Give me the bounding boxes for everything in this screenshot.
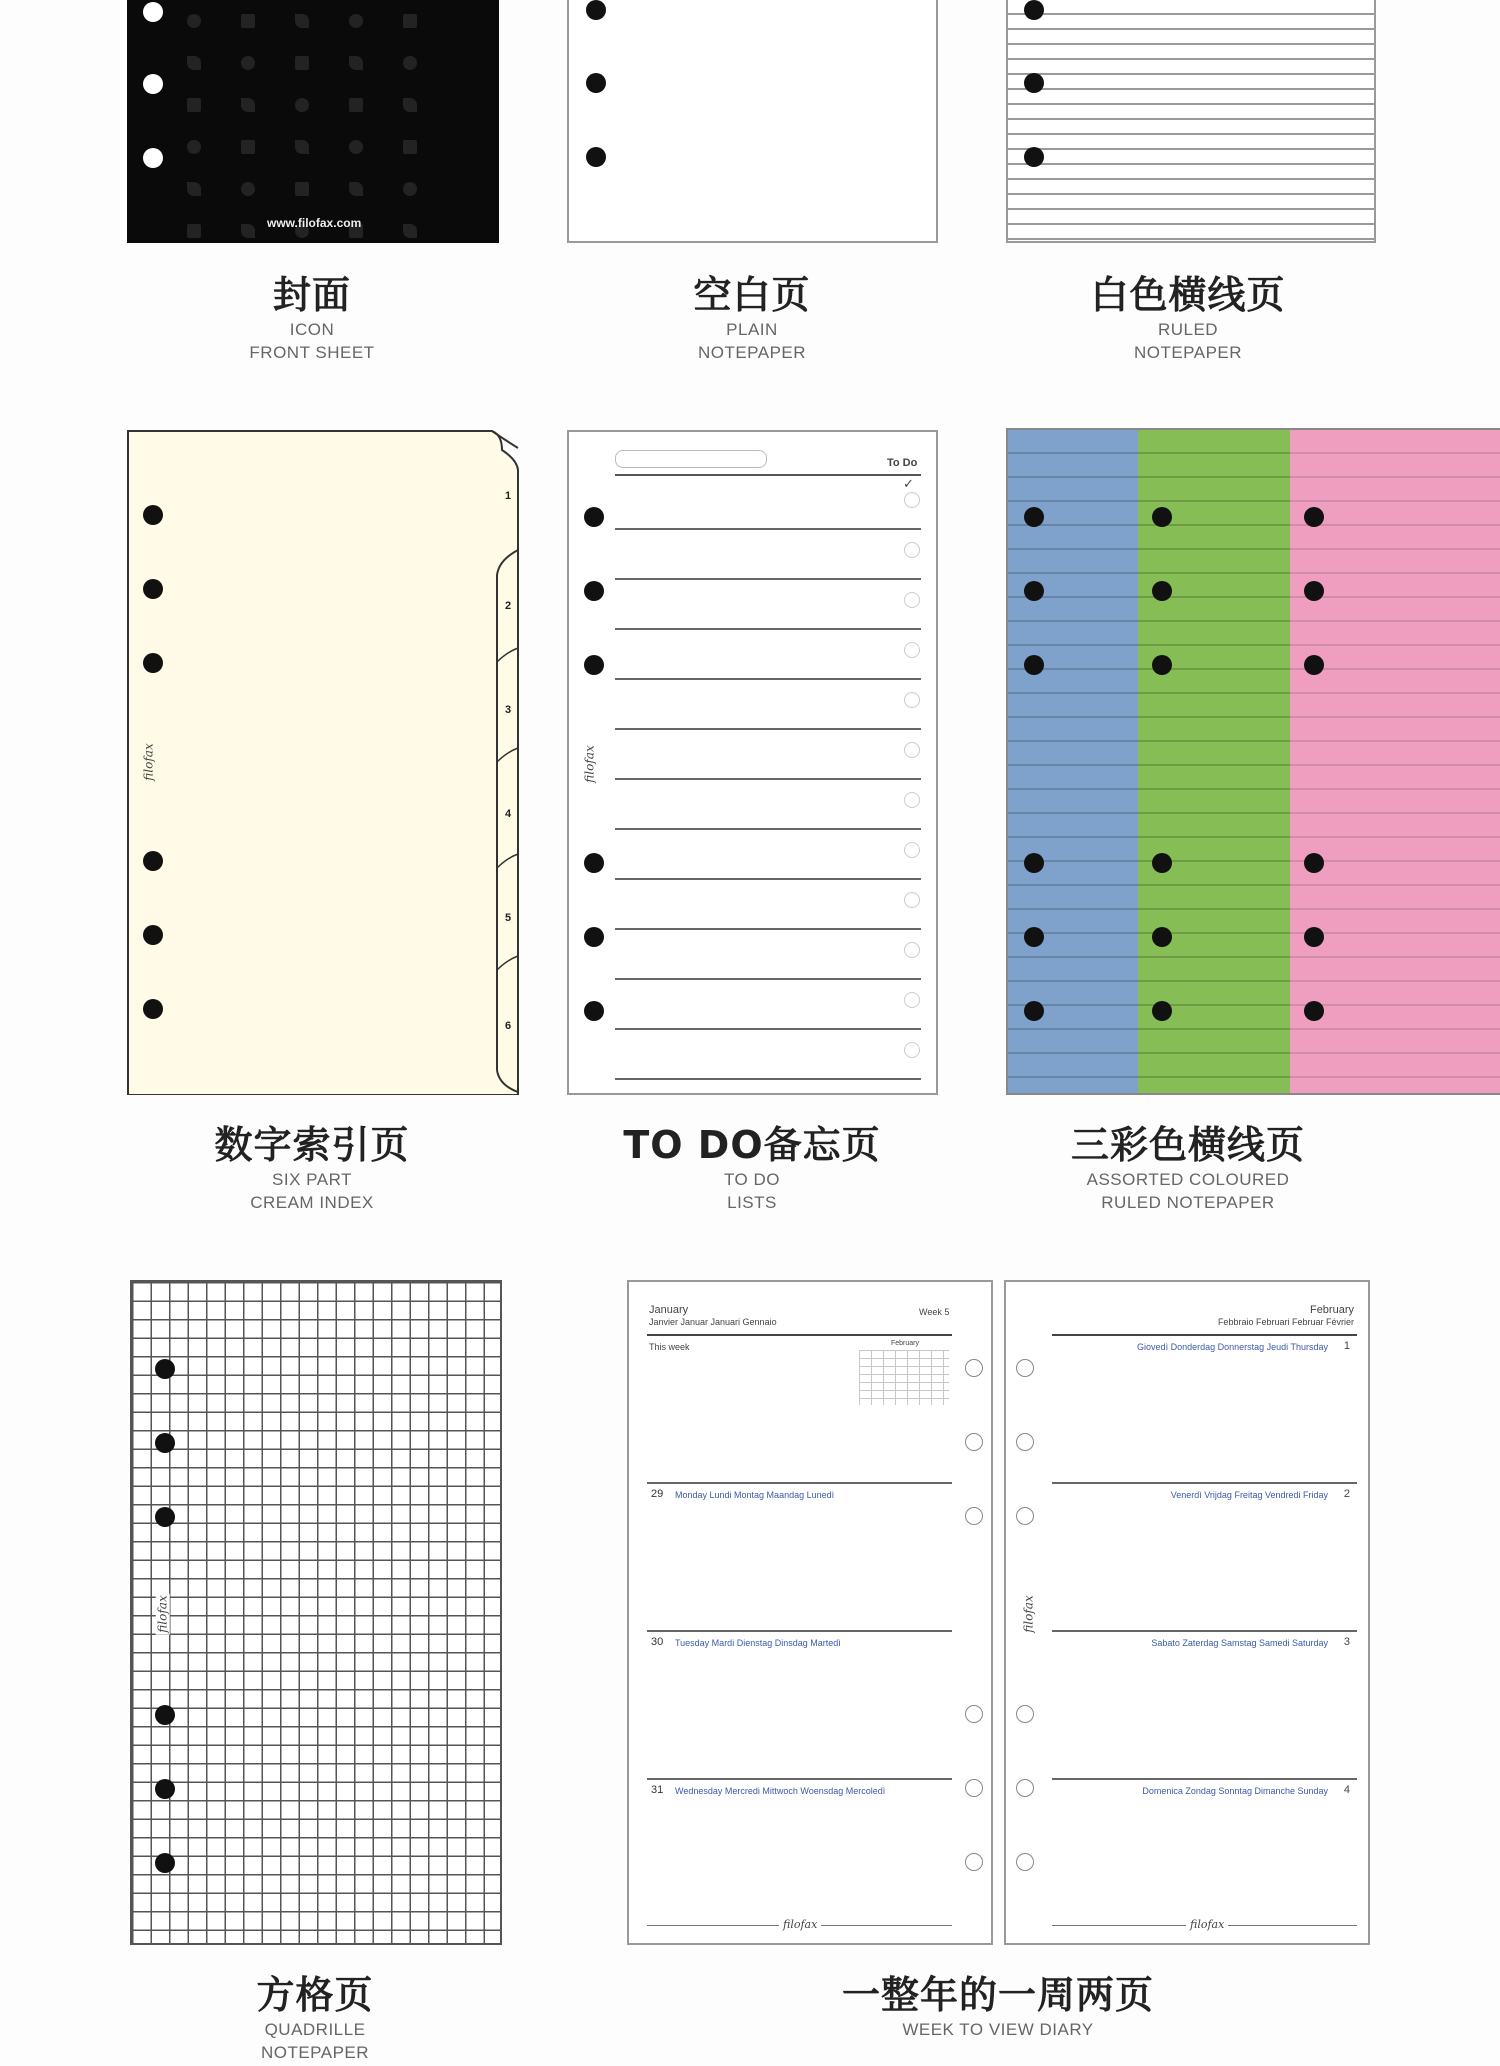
day-name: Venerdì Vrijdag Freitag Vendredi Friday [1170,1490,1328,1500]
hole [1152,581,1172,601]
hole [1024,507,1044,527]
caption-sub2: NOTEPAPER [697,343,807,362]
hole [143,925,163,945]
diary-month-langs: Febbraio Februari Februar Février [1217,1317,1354,1327]
tab-number: 4 [505,808,512,820]
hole [965,1433,983,1451]
day-number: 30 [651,1636,664,1648]
tab-number: 5 [505,912,512,924]
todo-checkbox [904,592,920,608]
green-sheet [1138,430,1292,1093]
caption-title: 封面 [272,273,351,317]
todo-list-sheet [567,430,938,1095]
hole [584,507,604,527]
brand-logo: filofax [155,1595,170,1633]
day-rule [647,1778,952,1780]
hole [965,1853,983,1871]
title-box [615,450,767,468]
pattern-glyph-icon [295,98,309,112]
day-name: Wednesday Mercredi Mittwoch Woensdag Mercoledì [675,1786,886,1796]
caption-sub1: ASSORTED COLOURED [1086,1170,1290,1189]
caption-title: 数字索引页 [214,1123,410,1167]
header-line [615,474,921,476]
hole [1024,147,1044,167]
caption-title: 方格页 [256,1973,374,2017]
hole [965,1507,983,1525]
caption-sub2: FRONT SHEET [249,343,375,362]
day-number: 1 [1343,1340,1350,1352]
hole [1016,1779,1034,1797]
tab-number: 1 [505,490,512,502]
header-rule [647,1334,952,1336]
pattern-glyph-icon [403,98,417,112]
day-rule [1052,1778,1357,1780]
tab-number: 3 [505,704,512,716]
todo-checkbox [904,692,920,708]
pattern-glyph-icon [241,224,255,238]
hole [155,1507,175,1527]
caption-icon-front-sheet [112,272,512,364]
hole [1024,1001,1044,1021]
day-number: 29 [651,1488,664,1500]
tab-number: 2 [505,600,512,612]
pattern-glyph-icon [349,140,363,154]
pattern-glyph-icon [187,14,201,28]
caption-quadrille-notepaper [115,1972,515,2064]
todo-checkbox [904,842,920,858]
hole [1152,927,1172,947]
hole [1024,853,1044,873]
caption-sub2: LISTS [727,1193,777,1212]
hole [1016,1359,1034,1377]
brand-logo: filofax [582,745,597,783]
todo-line [615,778,921,780]
todo-line [615,528,921,530]
hole [1024,655,1044,675]
day-rule [647,1630,952,1632]
caption-todo-lists [552,1122,952,1214]
todo-line [615,1078,921,1080]
pattern-glyph-icon [187,98,201,112]
day-name: Giovedì Donderdag Donnerstag Jeudi Thursday [1137,1342,1328,1352]
caption-title: 一整年的一周两页 [841,1973,1154,2017]
pattern-glyph-icon [295,14,309,28]
ruled-notepaper [1006,0,1376,243]
caption-sub2: NOTEPAPER [1133,343,1243,362]
hole [1024,0,1044,20]
pattern-glyph-icon [349,56,363,70]
coloured-ruled-notepaper [1006,428,1500,1095]
caption-sub1: SIX PART [272,1170,352,1189]
mini-calendar-month: February [891,1340,920,1347]
this-week-label: This week [649,1342,690,1352]
pattern-glyph-icon [403,14,417,28]
brand-footer: filofax [1186,1918,1228,1931]
todo-checkbox [904,542,920,558]
diary-month-langs: Janvier Januar Januari Gennaio [649,1317,777,1327]
pattern-glyph-icon [349,98,363,112]
caption-title: 白色横线页 [1090,273,1286,317]
check-mark: ✓ [903,476,914,491]
caption-cream-index [112,1122,512,1214]
todo-checkbox [904,992,920,1008]
pattern-glyph-icon [241,182,255,196]
hole [1304,853,1324,873]
todo-checkbox [904,742,920,758]
hole [1024,73,1044,93]
caption-plain-notepaper [552,272,952,364]
hole [143,579,163,599]
hole [143,505,163,525]
quadrille-notepaper [130,1280,502,1945]
todo-line [615,1028,921,1030]
caption-sub2: NOTEPAPER [260,2043,370,2062]
hole [586,73,606,93]
hole [1304,581,1324,601]
hole [155,1705,175,1725]
day-name: Tuesday Mardi Dienstag Dinsdag Martedì [675,1638,841,1648]
todo-line [615,978,921,980]
pattern-glyph-icon [295,56,309,70]
todo-checkbox [904,642,920,658]
todo-line [615,578,921,580]
hole [155,1359,175,1379]
pattern-glyph-icon [241,56,255,70]
caption-sub1: WEEK TO VIEW DIARY [902,2020,1094,2039]
day-rule [647,1482,952,1484]
hole [143,653,163,673]
pattern-glyph-icon [295,182,309,196]
hole [1304,1001,1324,1021]
caption-title: TO DO备忘页 [623,1123,881,1167]
caption-sub1: RULED [1157,320,1219,339]
pattern-glyph-icon [403,224,417,238]
header-rule [1052,1334,1357,1336]
hole [1152,507,1172,527]
hole [586,147,606,167]
brand-logo: filofax [1021,1595,1036,1633]
caption-sub2: CREAM INDEX [250,1193,374,1212]
caption-sub1: TO DO [723,1170,781,1189]
pattern-glyph-icon [241,140,255,154]
todo-checkbox [904,942,920,958]
pattern-glyph-icon [241,98,255,112]
mini-calendar [859,1350,949,1405]
diary-month: February [1309,1304,1354,1316]
diary-left-page [627,1280,993,1945]
hole [1016,1507,1034,1525]
hole [155,1433,175,1453]
pink-sheet [1290,430,1500,1093]
todo-checkbox [904,492,920,508]
day-number: 4 [1343,1784,1350,1796]
caption-title: 三彩色横线页 [1070,1123,1305,1167]
icon-front-sheet [127,0,499,243]
caption-sub1: PLAIN [726,320,778,339]
todo-line [615,928,921,930]
day-name: Sabato Zaterdag Samstag Samedi Saturday [1151,1638,1328,1648]
todo-line [615,728,921,730]
pattern-glyph-icon [403,140,417,154]
caption-week-to-view-diary [798,1972,1198,2041]
hole [143,74,163,94]
pattern-glyph-icon [295,140,309,154]
pattern-glyph-icon [349,14,363,28]
caption-title: 空白页 [693,273,811,317]
hole [584,853,604,873]
hole [965,1359,983,1377]
hole [1016,1853,1034,1871]
day-number: 31 [651,1784,664,1796]
todo-line [615,878,921,880]
day-rule [1052,1630,1357,1632]
day-name: Monday Lundi Montag Maandag Lunedì [675,1490,835,1500]
hole [143,2,163,22]
hole [1016,1705,1034,1723]
todo-checkbox [904,1042,920,1058]
website-url: www.filofax.com [267,216,362,230]
pattern-glyph-icon [403,182,417,196]
day-rule [1052,1482,1357,1484]
pattern-glyph-icon [349,182,363,196]
brand-footer: filofax [779,1918,821,1931]
pattern-glyph-icon [187,224,201,238]
diary-month: January [649,1304,689,1316]
cream-index [127,430,519,1095]
caption-sub1: QUADRILLE [264,2020,366,2039]
todo-line [615,678,921,680]
hole [584,1001,604,1021]
day-number: 3 [1343,1636,1350,1648]
pattern-glyph-icon [187,182,201,196]
caption-sub2: RULED NOTEPAPER [1101,1193,1275,1212]
hole [965,1779,983,1797]
caption-sub1: ICON [289,320,335,339]
hole [1024,581,1044,601]
hole [143,999,163,1019]
blue-sheet [1008,430,1140,1093]
icon-pattern [167,0,489,213]
hole [1304,507,1324,527]
hole [1152,853,1172,873]
index-outline [127,430,519,1095]
diary-right-page [1004,1280,1370,1945]
caption-ruled-notepaper [988,272,1388,364]
hole [586,0,606,20]
todo-checkbox [904,892,920,908]
hole [1152,1001,1172,1021]
hole [1016,1433,1034,1451]
day-name: Domenica Zondag Sonntag Dimanche Sunday [1142,1786,1328,1796]
diary-week: Week 5 [919,1307,950,1317]
pattern-glyph-icon [403,56,417,70]
todo-header: To Do [887,457,918,469]
hole [1152,655,1172,675]
hole [143,851,163,871]
plain-notepaper [567,0,938,243]
day-number: 2 [1343,1488,1350,1500]
pattern-glyph-icon [241,14,255,28]
caption-coloured-notepaper [988,1122,1388,1214]
todo-checkbox [904,792,920,808]
tab-number: 6 [505,1020,512,1032]
hole [143,148,163,168]
brand-logo: filofax [141,743,156,781]
todo-line [615,828,921,830]
hole [155,1779,175,1799]
hole [965,1705,983,1723]
todo-line [615,628,921,630]
hole [1304,655,1324,675]
hole [584,927,604,947]
hole [584,655,604,675]
hole [584,581,604,601]
hole [155,1853,175,1873]
hole [1304,927,1324,947]
hole [1024,927,1044,947]
pattern-glyph-icon [187,140,201,154]
pattern-glyph-icon [187,56,201,70]
